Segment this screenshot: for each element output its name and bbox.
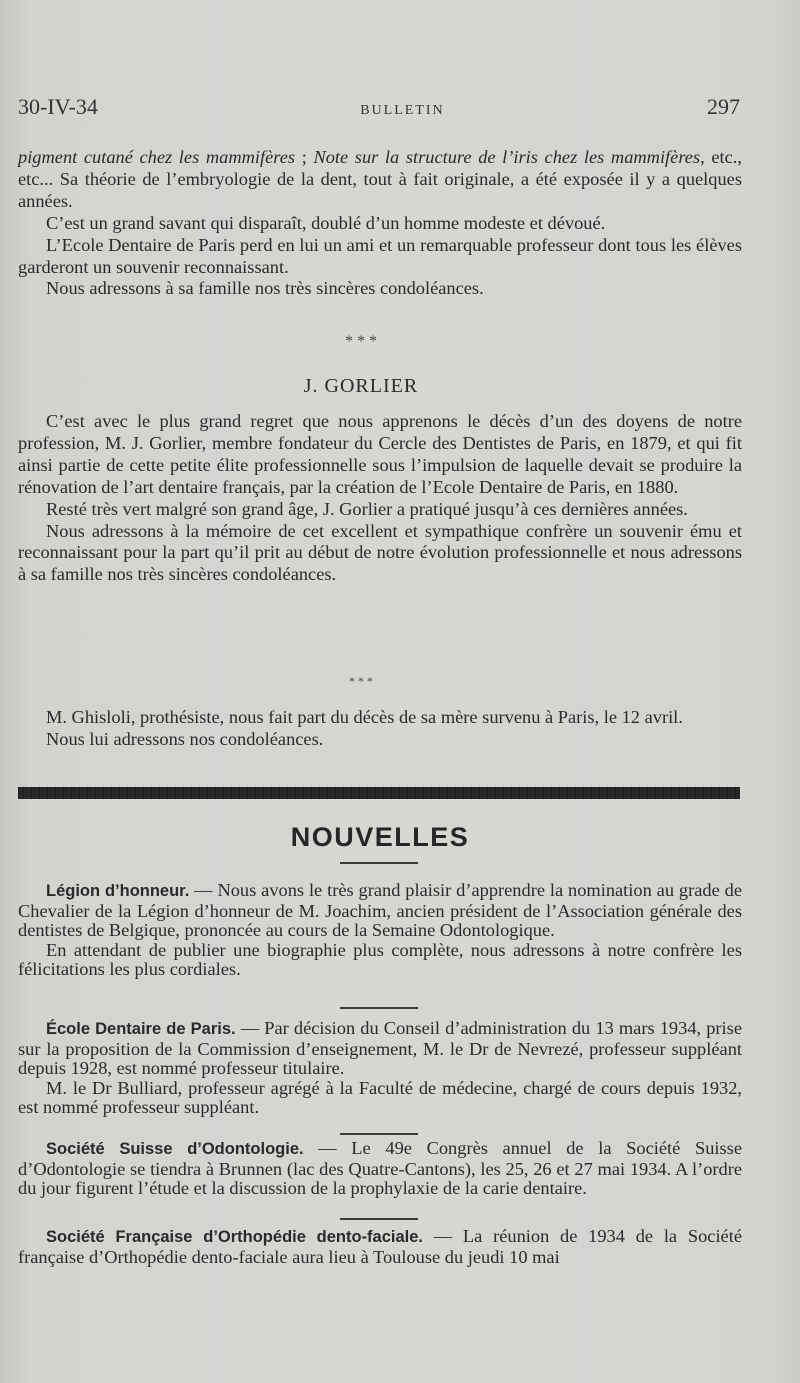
news-label: Société Française d’Orthopédie dento-faciale. — [46, 1228, 424, 1246]
news-paragraph: M. le Dr Bulliard, professeur agrégé à la Faculté de médecine, chargé de cours depuis 1932, est nommé professeur suppléant. — [18, 1077, 742, 1118]
asterism-divider: * * * — [349, 674, 373, 688]
news-label: Légion d’honneur. — [46, 882, 190, 900]
news-item — [18, 1139, 742, 1199]
italic-title: Note sur la structure de l’iris chez les mammifères, — [313, 147, 705, 167]
short-rule — [340, 1218, 418, 1220]
paragraph: Nous adressons à sa famille nos très sincères condoléances. — [46, 278, 484, 299]
paragraph: pigment cutané chez les mammifères ; Note sur la structure de l’iris chez les mammifères, etc., etc... Sa théorie de l’embryologie de la dent, tout à fait originale, a été exposée il y a quelques années. — [18, 147, 742, 211]
asterism-divider: * * * — [345, 333, 377, 350]
italic-title: pigment cutané chez les mammifères — [18, 147, 296, 167]
paragraph: C’est avec le plus grand regret que nous apprenons le décès d’un des doyens de notre profession, M. J. Gorlier, membre fondateur du Cercle des Dentistes de Paris, en 1879, et qui fit ainsi partie de cette petite élite professionnelle sous l’impulsion de laquelle devait se produire la rénovation de l’art dentaire français, par la création de l’Ecole Dentaire de Paris, en 1880. — [18, 411, 742, 497]
page-number: 297 — [706, 94, 740, 119]
paragraph: M. Ghisloli, prothésiste, nous fait part du décès de sa mère survenu à Paris, le 12 avril. — [46, 707, 683, 727]
news-paragraph: En attendant de publier une biographie plus complète, nous adressons à notre confrère les félicitations les plus cordiales. — [18, 939, 742, 980]
header-date: 30-IV-34 — [18, 94, 98, 119]
section-title: NOUVELLES — [290, 822, 470, 852]
header-title: BULLETIN — [360, 103, 445, 118]
running-header — [18, 94, 740, 120]
section-divider-bar — [18, 787, 740, 799]
news-lead: École Dentaire de Paris. — Par décision du Conseil d’administration du 13 mars 1934, prise sur la proposition de la Commission d’enseignement, M. le Dr de Nevrezé, professeur suppléant depuis 1928, est nommé professeur titulaire. — [18, 1018, 742, 1079]
news-label: École Dentaire de Paris. — [46, 1020, 236, 1038]
news-lead: Société Française d’Orthopédie dento-faciale. — La réunion de 1934 de la Société française d’Orthopédie dento-faciale aura lieu à Toulouse du jeudi 10 mai — [18, 1226, 742, 1267]
paragraph: Resté très vert malgré son grand âge, J. Gorlier a pratiqué jusqu’à ces dernières années. — [46, 498, 688, 519]
paragraph: Nous adressons à la mémoire de cet excellent et sympathique confrère un souvenir ému et reconnaissant pour la part qu’il prit au début de notre évolution professionnelle et nous adressons à sa famille nos très sincères condoléances. — [18, 520, 742, 585]
obituary-heading: J. GORLIER — [303, 375, 419, 397]
short-rule — [340, 862, 418, 864]
short-rule — [340, 1133, 418, 1135]
paragraph: Nous lui adressons nos condoléances. — [46, 728, 324, 749]
news-item — [18, 1227, 742, 1267]
news-item — [18, 1019, 742, 1118]
obituary-continuation — [18, 147, 742, 300]
paragraph: L’Ecole Dentaire de Paris perd en lui un ami et un remarquable professeur dont tous les élèves garderont un souvenir reconnaissant. — [18, 234, 742, 277]
short-rule — [340, 1007, 418, 1009]
gorlier-obituary — [18, 411, 742, 586]
news-lead: Légion d’honneur. — Nous avons le très grand plaisir d’apprendre la nomination au grade de Chevalier de la Légion d’honneur de M. Joachim, ancien président de l’Association générale des dentistes de Belgique, prononcée au cours de la Semaine Odontologique. — [18, 880, 742, 941]
news-label: Société Suisse d’Odontologie. — [46, 1140, 304, 1158]
ghisloli-notice — [18, 707, 742, 751]
news-lead: Société Suisse d’Odontologie. — Le 49e Congrès annuel de la Société Suisse d’Odontologie se tiendra à Brunnen (lac des Quatre-Cantons), les 25, 26 et 27 mai 1934. A l’ordre du jour figurent l’étude et la discussion de la prophylaxie de la carie dentaire. — [18, 1138, 742, 1199]
news-item — [18, 881, 742, 980]
paragraph: C’est un grand savant qui disparaît, doublé d’un homme modeste et dévoué. — [46, 212, 606, 233]
